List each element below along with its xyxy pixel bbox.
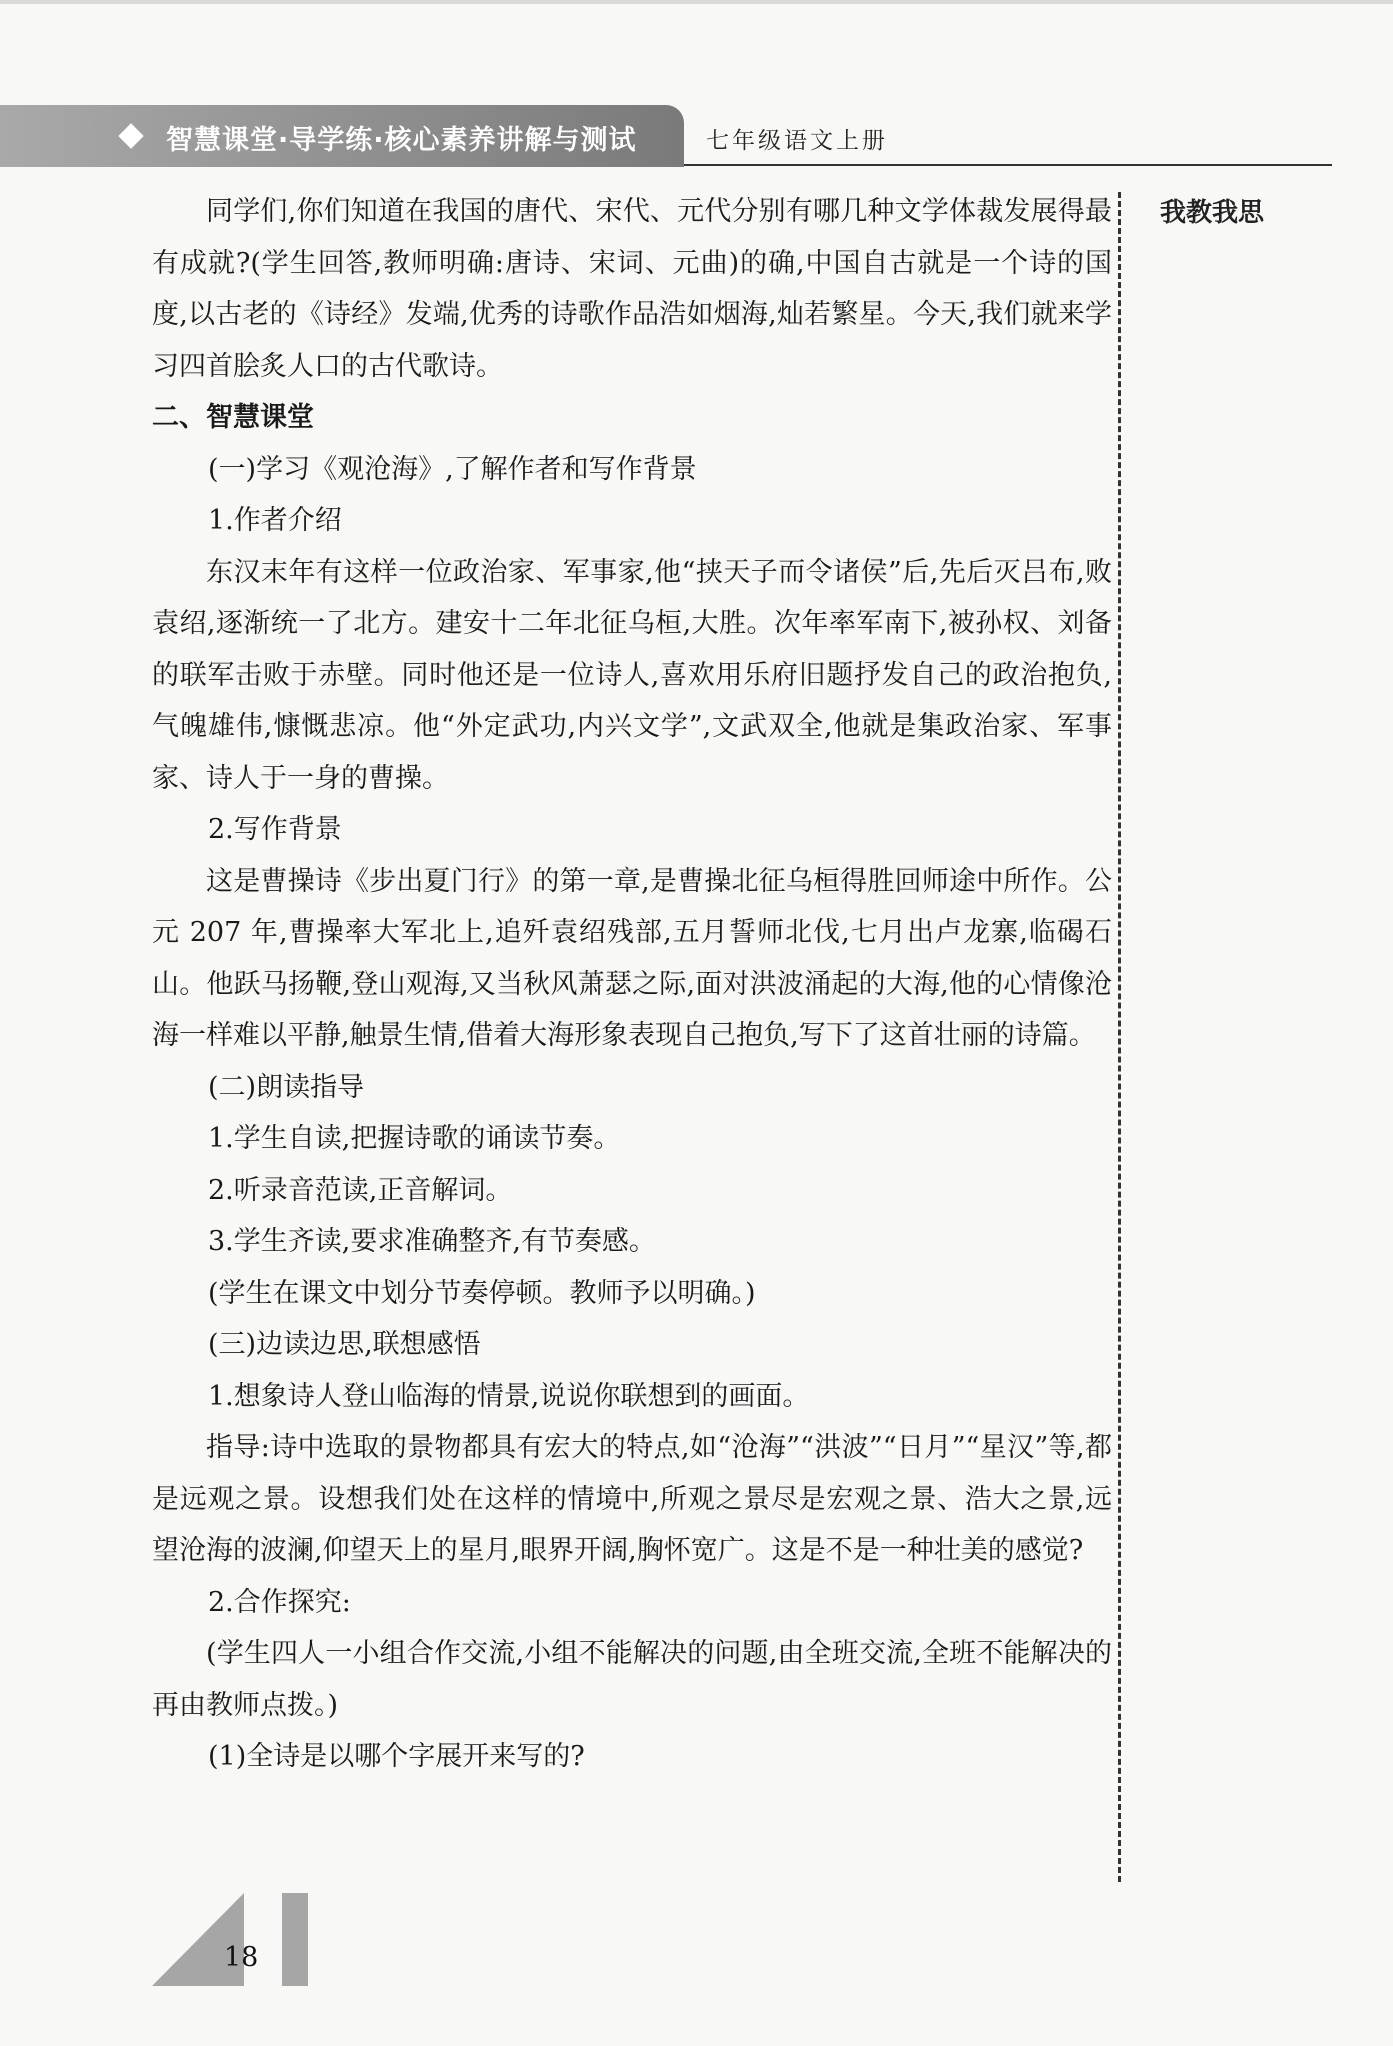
question-1: (1)全诗是以哪个字展开来写的? <box>208 1741 585 1772</box>
part1-title: (一)学习《观沧海》,了解作者和写作背景 <box>208 453 697 485</box>
header-rule <box>684 164 1332 166</box>
cooperation-note: (学生四人一小组合作交流,小组不能解决的问题,由全班交流,全班不能解决的再由教师点拨。) <box>152 1638 1112 1721</box>
top-edge <box>0 0 1393 4</box>
reading-step-2: 2.听录音范读,正音解词。 <box>208 1174 513 1206</box>
page-number: 18 <box>224 1942 259 1973</box>
author-intro-title: 1.作者介绍 <box>208 505 342 536</box>
reading-note: (学生在课文中划分节奏停顿。教师予以明确。) <box>208 1277 756 1309</box>
part3-title: (三)边读边思,联想感悟 <box>208 1329 481 1360</box>
series-title: 智慧课堂·导学练·核心素养讲解与测试 <box>166 125 637 156</box>
section-heading: 二、智慧课堂 <box>152 402 314 433</box>
header-banner <box>0 105 684 167</box>
footer-block <box>282 1893 308 1986</box>
main-text <box>152 186 1112 1783</box>
margin-divider <box>1118 192 1121 1882</box>
reading-step-1: 1.学生自读,把握诗歌的诵读节奏。 <box>208 1123 621 1154</box>
background-text: 这是曹操诗《步出夏门行》的第一章,是曹操北征乌桓得胜回师途中所作。公元 207 年,曹操率大军北上,追歼袁绍残部,五月誓师北伐,七月出卢龙寨,临碣石山。他跃马扬鞭,登山观海,又当秋风萧瑟之际,面对洪波涌起的大海,他的心情像沧海一样难以平静,触景生情,借着大海形象表现自己抱负,写下了这首壮丽的诗篇。 <box>152 865 1112 1051</box>
diamond-icon <box>118 123 143 148</box>
intro-paragraph: 同学们,你们知道在我国的唐代、宋代、元代分别有哪几种文学体裁发展得最有成就?(学生回答,教师明确:唐诗、宋词、元曲)的确,中国自古就是一个诗的国度,以古老的《诗经》发端,优秀的诗歌作品浩如烟海,灿若繁星。今天,我们就来学习四首脍炙人口的古代歌诗。 <box>152 196 1112 382</box>
background-title: 2.写作背景 <box>208 814 342 845</box>
grade-label: 七年级语文上册 <box>706 128 888 154</box>
think-question-2: 2.合作探究: <box>208 1586 351 1618</box>
reading-step-3: 3.学生齐读,要求准确整齐,有节奏感。 <box>208 1226 656 1257</box>
author-intro-text: 东汉末年有这样一位政治家、军事家,他“挟天子而令诸侯”后,先后灭吕布,败袁绍,逐渐统一了北方。建安十二年北征乌桓,大胜。次年率军南下,被孙权、刘备的联军击败于赤壁。同时他还是一位诗人,喜欢用乐府旧题抒发自己的政治抱负,气魄雄伟,慷慨悲凉。他“外定武功,内兴文学”,文武双全,他就是集政治家、军事家、诗人于一身的曹操。 <box>152 556 1112 794</box>
part2-title: (二)朗读指导 <box>208 1071 365 1103</box>
guide-paragraph: 指导:诗中选取的景物都具有宏大的特点,如“沧海”“洪波”“日月”“星汉”等,都是远观之景。设想我们处在这样的情境中,所观之景尽是宏观之景、浩大之景,远望沧海的波澜,仰望天上的星月,眼界开阔,胸怀宽广。这是不是一种壮美的感觉? <box>152 1432 1112 1566</box>
think-question-1: 1.想象诗人登山临海的情景,说说你联想到的画面。 <box>208 1380 810 1412</box>
margin-notes-label: 我教我思 <box>1160 198 1265 228</box>
